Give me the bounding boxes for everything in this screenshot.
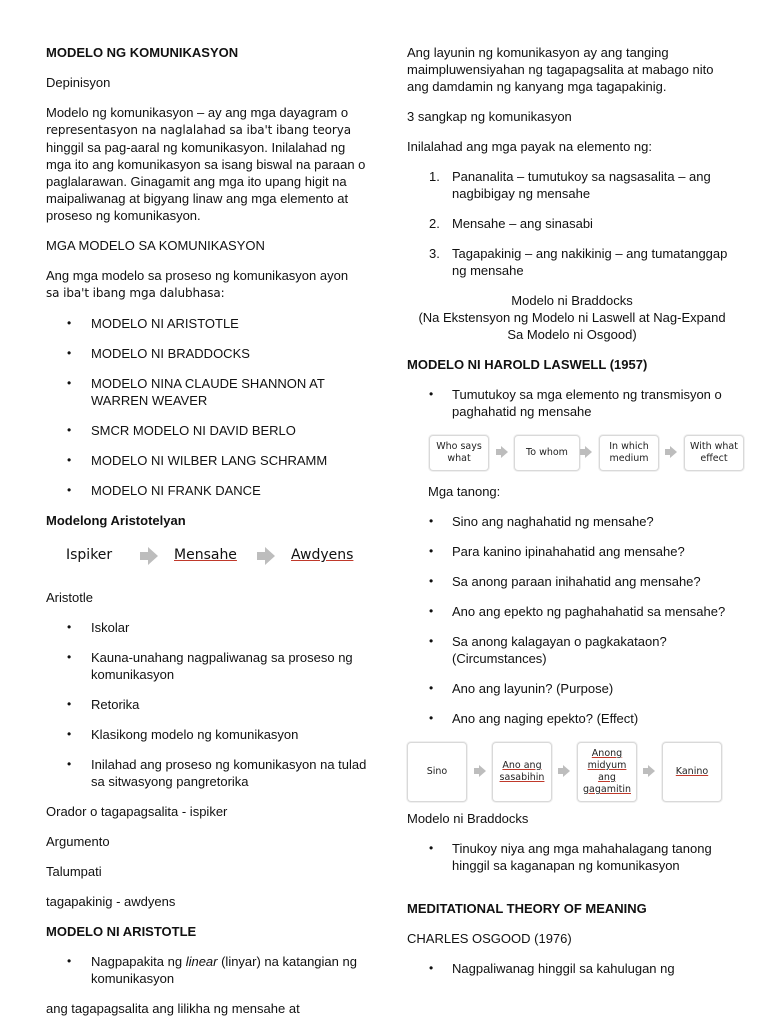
talumpati-line: Talumpati bbox=[46, 864, 102, 879]
aristotle-label: Aristotle bbox=[46, 590, 93, 605]
argumento-line: Argumento bbox=[46, 834, 110, 849]
list-item: • Klasikong modelo ng komunikasyon bbox=[46, 726, 368, 743]
flow-box: Anong midyum ang gagamitin bbox=[577, 742, 637, 802]
list-item: • Ano ang naging epekto? (Effect) bbox=[407, 710, 737, 727]
aristotelyan-heading: Modelong Aristotelyan bbox=[46, 513, 186, 528]
definition-paragraph: Modelo ng komunikasyon – ay ang mga dayagram o representasyon na naglalahad sa iba't ibang teorya hinggil sa pag-aaral ng komunikasyon. Inilalahad ng mga ito ang komunikasyon sa isang biswal na paraan o paglalarawan. Ginagamit ang mga ito upang higit na maipaliwanag at bigyang linaw ang mga elemento at proseso ng komunikasyon. bbox=[46, 105, 366, 223]
flow-box: Sino bbox=[407, 742, 467, 802]
list-item: • Iskolar bbox=[46, 619, 368, 636]
list-item: • MODELO NI WILBER LANG SCHRAMM bbox=[46, 452, 368, 469]
arrow-right-icon bbox=[479, 765, 486, 777]
list-item: • Nagpaliwanag hinggil sa kahulugan ng bbox=[407, 960, 737, 977]
aristotelian-diagram bbox=[46, 537, 368, 577]
list-item: • Sa anong kalagayan o pagkakataon? (Circumstances) bbox=[407, 633, 737, 667]
modelo-aristotle-heading: MODELO NI ARISTOTLE bbox=[46, 924, 197, 939]
list-item: 2. Mensahe – ang sinasabi bbox=[429, 216, 593, 231]
arrow-right-icon bbox=[670, 446, 677, 458]
list-item: • Sa anong paraan inihahatid ang mensahe? bbox=[407, 573, 737, 590]
braddocks-label: Modelo ni Braddocks bbox=[407, 811, 529, 826]
questions-list bbox=[407, 513, 737, 727]
list-item: • MODELO NI FRANK DANCE bbox=[46, 482, 368, 499]
list-item: • Para kanino ipinahahatid ang mensahe? bbox=[407, 543, 737, 560]
orador-line: Orador o tagapagsalita - ispiker bbox=[46, 804, 228, 819]
aristotle-list bbox=[46, 619, 368, 790]
sino-flow-diagram bbox=[407, 740, 737, 810]
arrow-right-icon bbox=[563, 765, 570, 777]
list-item: • MODELO NINA CLAUDE SHANNON AT WARREN WEAVER bbox=[46, 375, 368, 409]
diagram-awdyens: Awdyens bbox=[291, 547, 354, 563]
models-list bbox=[46, 315, 368, 499]
list-item: • Sino ang naghahatid ng mensahe? bbox=[407, 513, 737, 530]
list-item: 1. Pananalita – tumutukoy sa nagsasalita – ang nagbibigay ng mensahe bbox=[429, 169, 711, 201]
braddocks-list bbox=[407, 840, 737, 874]
diagram-ispiker: Ispiker bbox=[66, 547, 113, 563]
right-column bbox=[407, 44, 737, 990]
document-title: MODELO NG KOMUNIKASYON bbox=[46, 45, 239, 60]
laswell-flow-diagram bbox=[407, 431, 737, 483]
arrow-right-icon bbox=[265, 547, 275, 565]
diagram-mensahe: Mensahe bbox=[174, 547, 237, 563]
arrow-right-icon bbox=[648, 765, 655, 777]
inilalahad-line: Inilalahad ang mga payak na elemento ng: bbox=[407, 139, 653, 154]
mga-modelo-heading: MGA MODELO SA KOMUNIKASYON bbox=[46, 238, 265, 253]
tanong-label: Mga tanong: bbox=[428, 484, 501, 499]
osgood-list bbox=[407, 960, 737, 977]
laswell-heading: MODELO NI HAROLD LASWELL (1957) bbox=[407, 357, 648, 372]
flow-box: In which medium bbox=[599, 435, 659, 471]
meditational-heading: MEDITATIONAL THEORY OF MEANING bbox=[407, 901, 647, 916]
linear-list bbox=[46, 953, 368, 987]
flow-box: Ano ang sasabihin bbox=[492, 742, 552, 802]
elements-list bbox=[407, 168, 737, 279]
arrow-right-icon bbox=[148, 547, 158, 565]
layunin-paragraph: Ang layunin ng komunikasyon ay ang tanging maimpluwensiyahan ng tagapagsalita at mabago nito ang damdamin ng kanyang mga tagapakinig. bbox=[407, 45, 714, 94]
flow-box: Kanino bbox=[662, 742, 722, 802]
list-item: • Tumutukoy sa mga elemento ng transmisyon o paghahatid ng mensahe bbox=[407, 386, 737, 420]
osgood-line: CHARLES OSGOOD (1976) bbox=[407, 931, 572, 946]
list-item: • Tinukoy niya ang mga mahahalagang tanong hinggil sa kaganapan ng komunikasyon bbox=[407, 840, 737, 874]
braddocks-caption: Modelo ni Braddocks (Na Ekstensyon ng Modelo ni Laswell at Nag-Expand Sa Modelo ni Osgood) bbox=[418, 293, 726, 342]
ayon-paragraph: Ang mga modelo sa proseso ng komunikasyon ayon sa iba't ibang mga dalubhasa: bbox=[46, 268, 349, 300]
list-item: • SMCR MODELO NI DAVID BERLO bbox=[46, 422, 368, 439]
list-item: • MODELO NI ARISTOTLE bbox=[46, 315, 368, 332]
flow-box: With what effect bbox=[684, 435, 744, 471]
list-item: • Inilahad ang proseso ng komunikasyon na tulad sa sitwasyong pangretorika bbox=[46, 756, 368, 790]
arrow-right-icon bbox=[501, 446, 508, 458]
list-item: • Ano ang epekto ng paghahahatid sa mensahe? bbox=[407, 603, 737, 620]
last-line: ang tagapagsalita ang lilikha ng mensahe at bbox=[46, 1001, 300, 1016]
list-item: • MODELO NI BRADDOCKS bbox=[46, 345, 368, 362]
arrow-right-icon bbox=[585, 446, 592, 458]
list-item: • Ano ang layunin? (Purpose) bbox=[407, 680, 737, 697]
laswell-list bbox=[407, 386, 737, 420]
flow-box: To whom bbox=[514, 435, 580, 471]
tagapakinig-line: tagapakinig - awdyens bbox=[46, 894, 176, 909]
list-item: • Nagpapakita ng linear (linyar) na katangian ng komunikasyon bbox=[46, 953, 368, 987]
list-item: • Retorika bbox=[46, 696, 368, 713]
flow-box: Who says what bbox=[429, 435, 489, 471]
left-column bbox=[46, 44, 368, 1030]
depinisyon-label: Depinisyon bbox=[46, 75, 111, 90]
list-item: • Kauna-unahang nagpaliwanag sa proseso ng komunikasyon bbox=[46, 649, 368, 683]
sangkap-line: 3 sangkap ng komunikasyon bbox=[407, 109, 572, 124]
list-item: 3. Tagapakinig – ang nakikinig – ang tumatanggap ng mensahe bbox=[429, 246, 728, 278]
